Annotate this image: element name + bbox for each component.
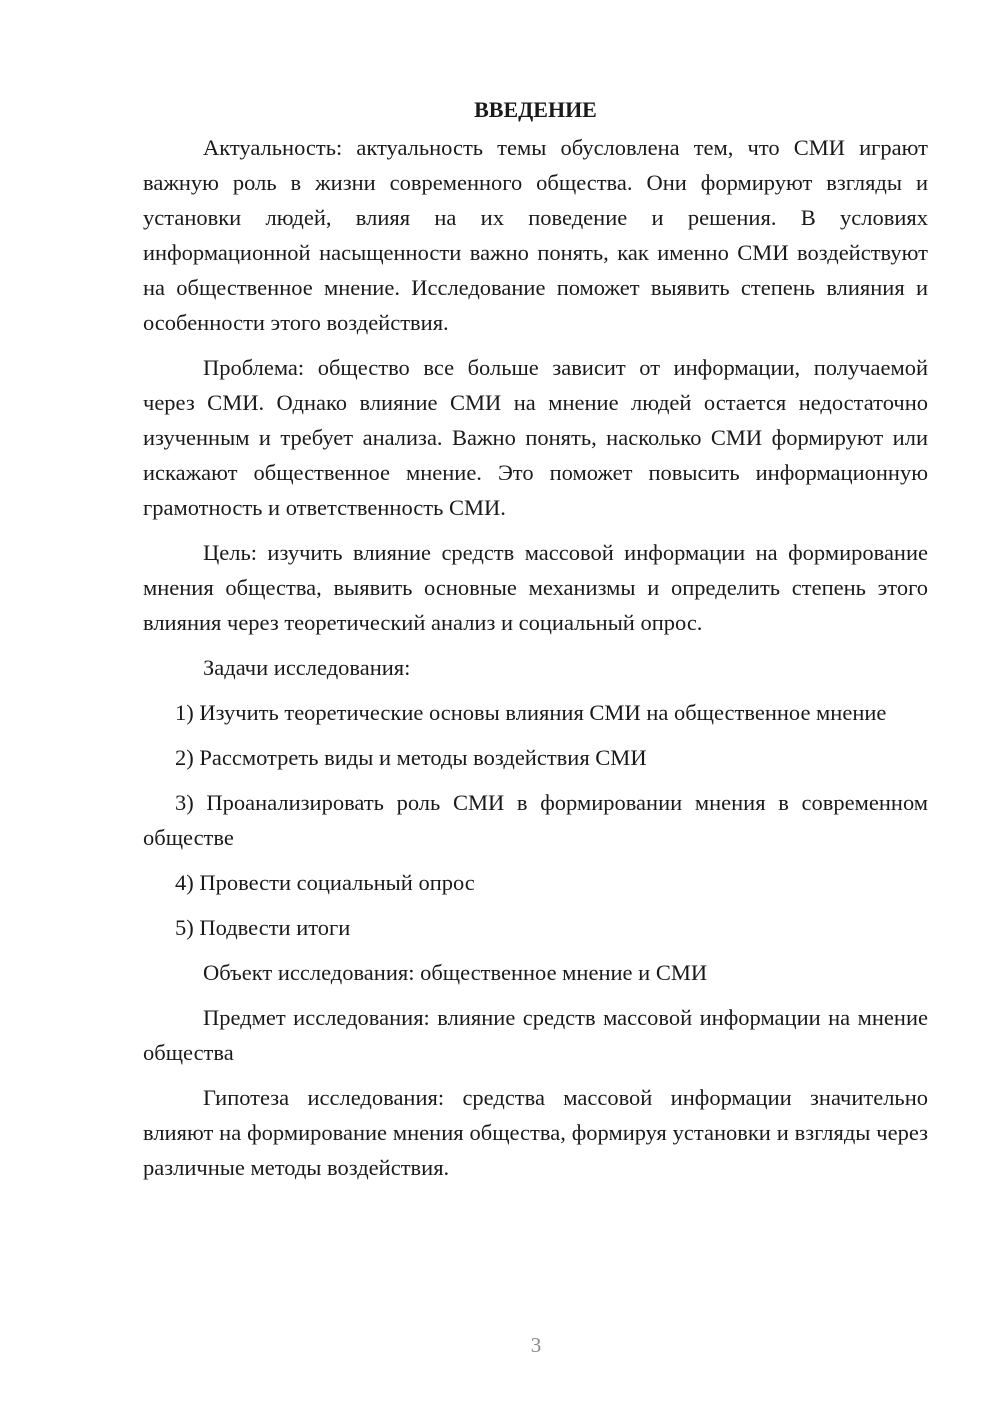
paragraph-object: Объект исследования: общественное мнение и СМИ (203, 960, 708, 985)
page-number: 3 (530, 1333, 542, 1357)
paragraph-subject: Предмет исследования: влияние средств массовой информации на мнение общества (143, 1005, 928, 1065)
task-item: 5) Подвести итоги (175, 915, 351, 940)
paragraph-problem: Проблема: общество все больше зависит от информации, получаемой через СМИ. Однако влияние СМИ на мнение людей остается недостаточно изученным и требует анализа. Важно понять, насколько СМИ формируют или искажают общественное мнение. Это поможет повысить информационную грамотность и ответственность СМИ. (143, 355, 928, 520)
task-item: 1) Изучить теоретические основы влияния СМИ на общественное мнение (175, 700, 887, 725)
paragraph-goal: Цель: изучить влияние средств массовой информации на формирование мнения общества, выявить основные механизмы и определить степень этого влияния через теоретический анализ и социальный опрос. (143, 540, 928, 635)
document-page (143, 92, 928, 1195)
paragraph-relevance: Актуальность: актуальность темы обусловлена тем, что СМИ играют важную роль в жизни современного общества. Они формируют взгляды и установки людей, влияя на их поведение и решения. В условиях информационной насыщенности важно понять, как именно СМИ воздействуют на общественное мнение. Исследование поможет выявить степень влияния и особенности этого воздействия. (143, 135, 928, 335)
task-item: 4) Провести социальный опрос (175, 870, 475, 895)
task-item: 2) Рассмотреть виды и методы воздействия СМИ (175, 745, 647, 770)
tasks-title: Задачи исследования: (203, 655, 411, 680)
page-title: ВВЕДЕНИЕ (474, 97, 597, 122)
paragraph-hypothesis: Гипотеза исследования: средства массовой информации значительно влияют на формирование мнения общества, формируя установки и взгляды через различные методы воздействия. (143, 1085, 928, 1180)
task-item: 3) Проанализировать роль СМИ в формировании мнения в современном обществе (143, 790, 928, 850)
